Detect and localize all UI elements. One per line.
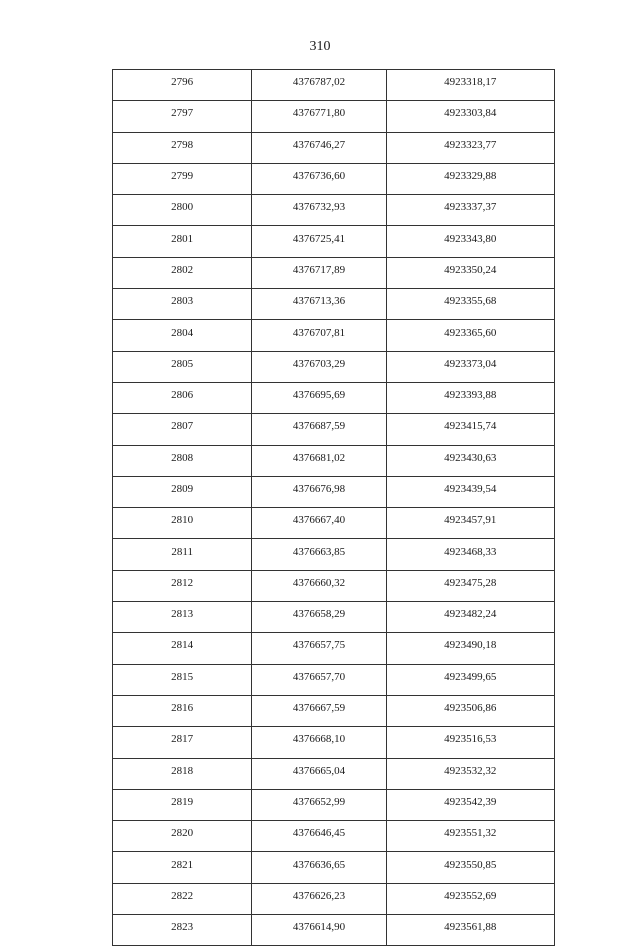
table-row [113, 382, 555, 413]
x-coordinate-cell: 4376646,45 [252, 821, 386, 852]
y-coordinate-cell: 4923561,88 [386, 915, 554, 946]
table-row [113, 289, 555, 320]
x-coordinate-cell: 4376658,29 [252, 602, 386, 633]
point-number-cell: 2821 [113, 852, 252, 883]
x-coordinate-cell: 4376681,02 [252, 445, 386, 476]
table-row [113, 508, 555, 539]
point-number-cell: 2816 [113, 695, 252, 726]
table-row [113, 883, 555, 914]
x-coordinate-cell: 4376687,59 [252, 414, 386, 445]
y-coordinate-cell: 4923415,74 [386, 414, 554, 445]
x-coordinate-cell: 4376663,85 [252, 539, 386, 570]
table-body [113, 70, 555, 946]
table-row [113, 226, 555, 257]
y-coordinate-cell: 4923355,68 [386, 289, 554, 320]
y-coordinate-cell: 4923323,77 [386, 132, 554, 163]
table-row [113, 351, 555, 382]
point-number-cell: 2818 [113, 758, 252, 789]
table-row [113, 758, 555, 789]
coordinates-table [112, 69, 555, 946]
y-coordinate-cell: 4923552,69 [386, 883, 554, 914]
y-coordinate-cell: 4923516,53 [386, 727, 554, 758]
x-coordinate-cell: 4376668,10 [252, 727, 386, 758]
y-coordinate-cell: 4923373,04 [386, 351, 554, 382]
y-coordinate-cell: 4923430,63 [386, 445, 554, 476]
y-coordinate-cell: 4923551,32 [386, 821, 554, 852]
y-coordinate-cell: 4923468,33 [386, 539, 554, 570]
page-number: 310 [309, 39, 331, 54]
x-coordinate-cell: 4376771,80 [252, 101, 386, 132]
point-number-cell: 2799 [113, 163, 252, 194]
table-row [113, 163, 555, 194]
point-number-cell: 2823 [113, 915, 252, 946]
table-row [113, 664, 555, 695]
y-coordinate-cell: 4923329,88 [386, 163, 554, 194]
x-coordinate-cell: 4376676,98 [252, 476, 386, 507]
point-number-cell: 2802 [113, 257, 252, 288]
point-number-cell: 2812 [113, 570, 252, 601]
table-row [113, 257, 555, 288]
table-row [113, 320, 555, 351]
x-coordinate-cell: 4376717,89 [252, 257, 386, 288]
table-row [113, 445, 555, 476]
table-row [113, 101, 555, 132]
y-coordinate-cell: 4923350,24 [386, 257, 554, 288]
table-row [113, 821, 555, 852]
point-number-cell: 2813 [113, 602, 252, 633]
point-number-cell: 2810 [113, 508, 252, 539]
table-row [113, 852, 555, 883]
x-coordinate-cell: 4376787,02 [252, 70, 386, 101]
table-row [113, 915, 555, 946]
y-coordinate-cell: 4923343,80 [386, 226, 554, 257]
y-coordinate-cell: 4923393,88 [386, 382, 554, 413]
point-number-cell: 2800 [113, 195, 252, 226]
x-coordinate-cell: 4376667,59 [252, 695, 386, 726]
x-coordinate-cell: 4376652,99 [252, 789, 386, 820]
y-coordinate-cell: 4923365,60 [386, 320, 554, 351]
point-number-cell: 2815 [113, 664, 252, 695]
y-coordinate-cell: 4923318,17 [386, 70, 554, 101]
point-number-cell: 2819 [113, 789, 252, 820]
table-row [113, 414, 555, 445]
point-number-cell: 2808 [113, 445, 252, 476]
point-number-cell: 2822 [113, 883, 252, 914]
point-number-cell: 2820 [113, 821, 252, 852]
x-coordinate-cell: 4376732,93 [252, 195, 386, 226]
point-number-cell: 2807 [113, 414, 252, 445]
table-row [113, 570, 555, 601]
x-coordinate-cell: 4376657,70 [252, 664, 386, 695]
x-coordinate-cell: 4376636,65 [252, 852, 386, 883]
table-row [113, 132, 555, 163]
x-coordinate-cell: 4376713,36 [252, 289, 386, 320]
table-row [113, 70, 555, 101]
y-coordinate-cell: 4923506,86 [386, 695, 554, 726]
table-row [113, 476, 555, 507]
point-number-cell: 2798 [113, 132, 252, 163]
point-number-cell: 2806 [113, 382, 252, 413]
point-number-cell: 2811 [113, 539, 252, 570]
y-coordinate-cell: 4923499,65 [386, 664, 554, 695]
table-row [113, 602, 555, 633]
point-number-cell: 2814 [113, 633, 252, 664]
point-number-cell: 2796 [113, 70, 252, 101]
y-coordinate-cell: 4923457,91 [386, 508, 554, 539]
y-coordinate-cell: 4923542,39 [386, 789, 554, 820]
x-coordinate-cell: 4376725,41 [252, 226, 386, 257]
y-coordinate-cell: 4923482,24 [386, 602, 554, 633]
y-coordinate-cell: 4923475,28 [386, 570, 554, 601]
x-coordinate-cell: 4376695,69 [252, 382, 386, 413]
x-coordinate-cell: 4376703,29 [252, 351, 386, 382]
point-number-cell: 2804 [113, 320, 252, 351]
table-row [113, 727, 555, 758]
x-coordinate-cell: 4376707,81 [252, 320, 386, 351]
x-coordinate-cell: 4376746,27 [252, 132, 386, 163]
x-coordinate-cell: 4376626,23 [252, 883, 386, 914]
y-coordinate-cell: 4923303,84 [386, 101, 554, 132]
y-coordinate-cell: 4923337,37 [386, 195, 554, 226]
table-row [113, 695, 555, 726]
point-number-cell: 2809 [113, 476, 252, 507]
x-coordinate-cell: 4376657,75 [252, 633, 386, 664]
table-row [113, 195, 555, 226]
point-number-cell: 2803 [113, 289, 252, 320]
table-row [113, 633, 555, 664]
point-number-cell: 2801 [113, 226, 252, 257]
x-coordinate-cell: 4376614,90 [252, 915, 386, 946]
x-coordinate-cell: 4376665,04 [252, 758, 386, 789]
x-coordinate-cell: 4376660,32 [252, 570, 386, 601]
y-coordinate-cell: 4923439,54 [386, 476, 554, 507]
point-number-cell: 2805 [113, 351, 252, 382]
table-row [113, 539, 555, 570]
y-coordinate-cell: 4923532,32 [386, 758, 554, 789]
point-number-cell: 2817 [113, 727, 252, 758]
x-coordinate-cell: 4376736,60 [252, 163, 386, 194]
y-coordinate-cell: 4923490,18 [386, 633, 554, 664]
y-coordinate-cell: 4923550,85 [386, 852, 554, 883]
point-number-cell: 2797 [113, 101, 252, 132]
x-coordinate-cell: 4376667,40 [252, 508, 386, 539]
table-row [113, 789, 555, 820]
